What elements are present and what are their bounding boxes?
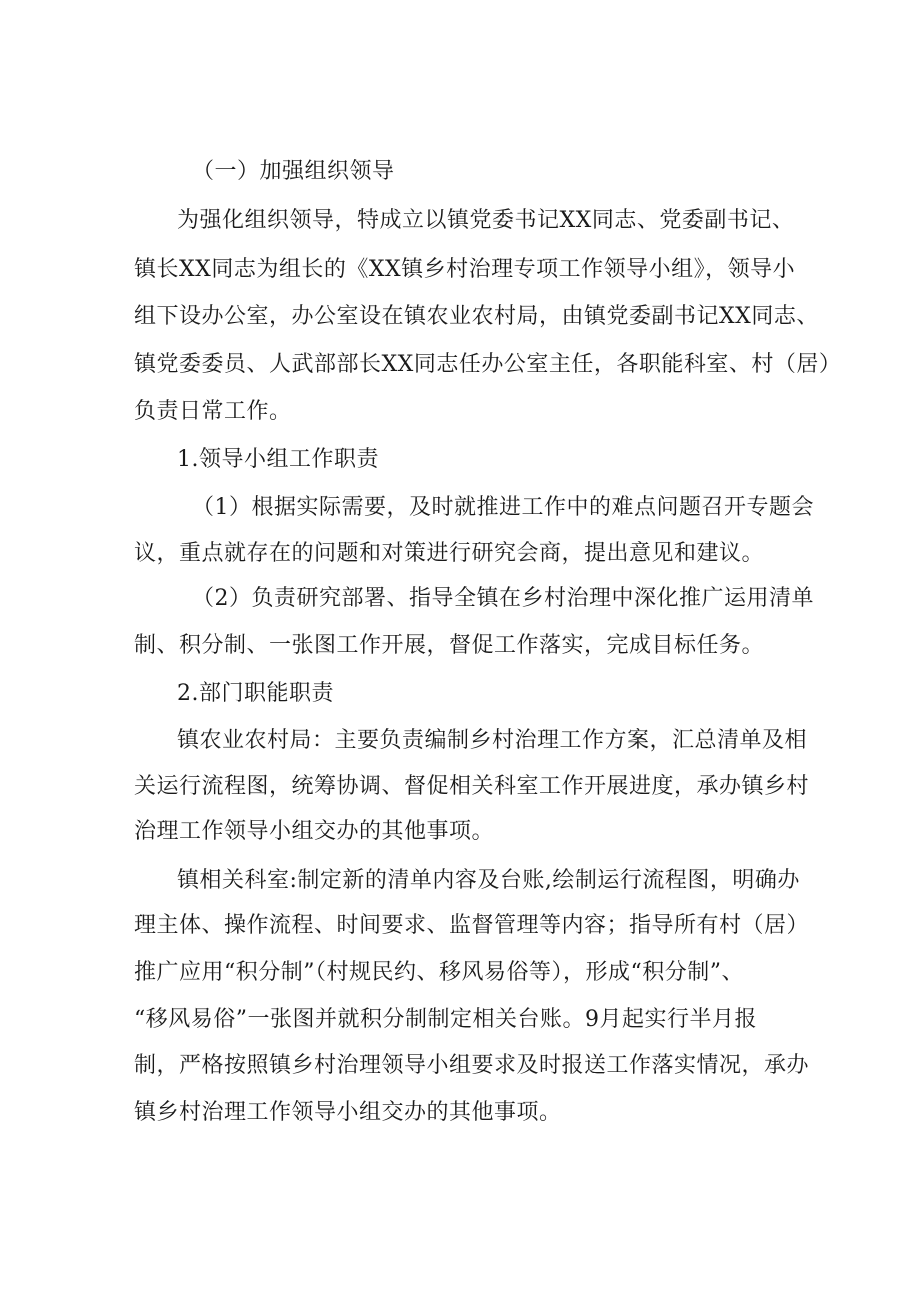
section-heading: （一）加强组织领导 [192, 159, 395, 184]
paragraph-line: 镇农业农村局：主要负责编制乡村治理工作方案，汇总清单及相 [177, 728, 808, 753]
paragraph-line: “移风易俗”一张图并就积分制制定相关台账。9月起实行半月报 [134, 1007, 757, 1032]
paragraph-line: 推广应用“积分制”（村规民约、移风易俗等），形成“积分制”、 [134, 960, 744, 985]
paragraph-line: 为强化组织领导，特成立以镇党委书记XX同志、党委副书记、 [177, 208, 795, 233]
paragraph-line: 镇党委委员、人武部部长XX同志任办公室主任，各职能科室、村（居） [134, 352, 842, 377]
paragraph-line: 治理工作领导小组交办的其他事项。 [134, 819, 495, 844]
paragraph-line: 关运行流程图，统筹协调、督促相关科室工作开展进度，承办镇乡村 [134, 774, 810, 799]
paragraph-line: 镇相关科室:制定新的清单内容及台账,绘制运行流程图，明确办 [177, 868, 800, 893]
paragraph-line: 理主体、操作流程、时间要求、监督管理等内容；指导所有村（居） [134, 913, 810, 938]
list-item-line: 制、积分制、一张图工作开展，督促工作落实，完成目标任务。 [134, 633, 765, 658]
paragraph-line: 镇乡村治理工作领导小组交办的其他事项。 [134, 1100, 562, 1125]
subsection-heading: 2.部门职能职责 [177, 681, 334, 706]
subsection-heading: 1.领导小组工作职责 [177, 447, 379, 472]
paragraph-line: 镇长XX同志为组长的《XX镇乡村治理专项工作领导小组》，领导小 [134, 257, 796, 282]
list-item-line: （1）根据实际需要，及时就推进工作中的难点问题召开专题会 [192, 495, 814, 520]
paragraph-line: 负责日常工作。 [134, 399, 292, 424]
paragraph-line: 制，严格按照镇乡村治理领导小组要求及时报送工作落实情况，承办 [134, 1053, 810, 1078]
paragraph-line: 组下设办公室，办公室设在镇农业农村局，由镇党委副书记XX同志、 [134, 304, 819, 329]
list-item-line: （2）负责研究部署、指导全镇在乡村治理中深化推广运用清单 [192, 586, 814, 611]
list-item-line: 议，重点就存在的问题和对策进行研究会商，提出意见和建议。 [134, 541, 765, 566]
